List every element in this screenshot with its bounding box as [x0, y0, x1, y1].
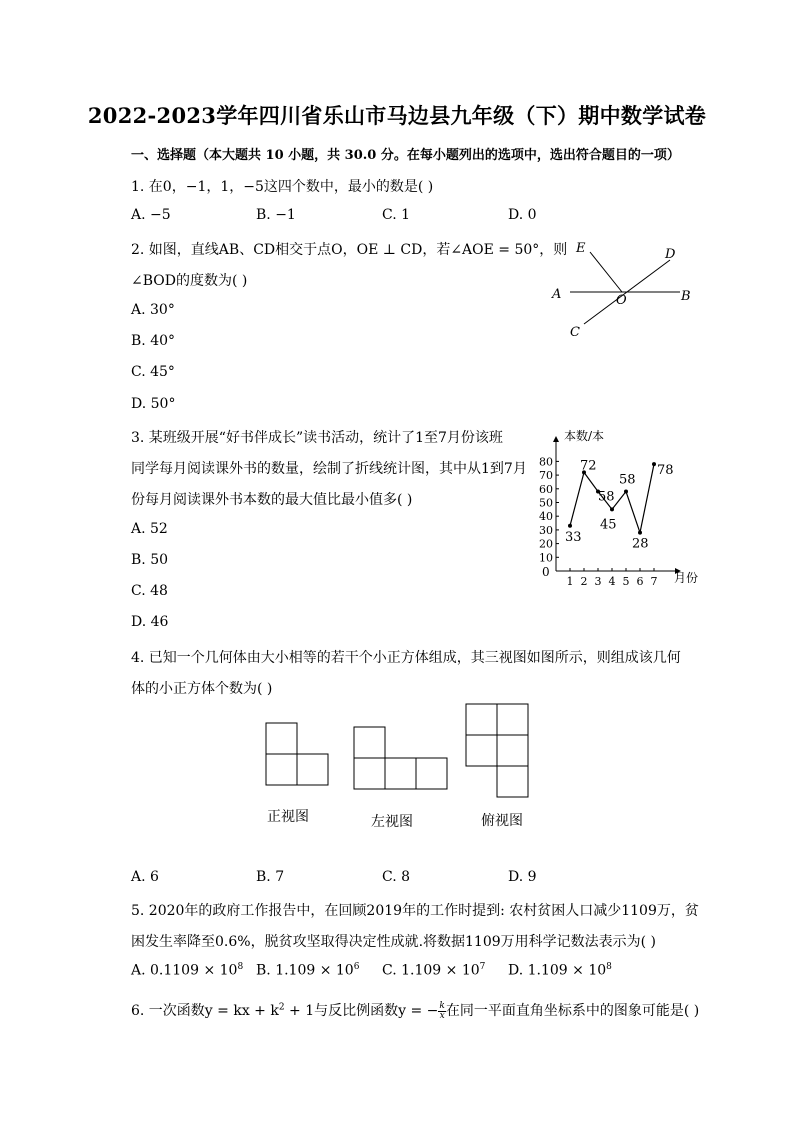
- chart-data-point: [638, 531, 642, 535]
- q4-option-b: B. 7: [256, 869, 285, 885]
- q2-line2: ∠BOD的度数为( ): [131, 273, 248, 289]
- chart-data-point: [652, 462, 656, 466]
- label-a: A: [552, 287, 562, 302]
- q4-three-views: [260, 700, 540, 800]
- page-title: 2022-2023学年四川省乐山市马边县九年级（下）期中数学试卷: [87, 103, 707, 128]
- q6-stem: 6. 一次函数y = kx + $k^2 + 1$与反比例函数y = − $\frac{k}{x}$ 在同一平面直角坐标系中的图象可能是( ): [131, 1000, 700, 1021]
- chart-data-label: 45: [600, 517, 617, 533]
- label-d: D: [665, 247, 676, 262]
- q3-line2: 同学每月阅读课外书的数量，绘制了折线统计图，其中从1到7月: [131, 461, 527, 477]
- label-b: B: [681, 289, 691, 304]
- chart-data-label: 33: [565, 529, 582, 545]
- chart-y-axis-arrow: [553, 436, 559, 442]
- chart-x-tick-label: 4: [608, 575, 616, 588]
- chart-data-label: 28: [632, 536, 649, 552]
- q2-figure: [540, 236, 700, 346]
- q3-line1: 3. 某班级开展“好书伴成长”读书活动，统计了1至7月份该班: [131, 430, 503, 446]
- left-view-label: 左视图: [371, 814, 413, 830]
- q3-option-b: B. 50: [131, 552, 169, 568]
- q4-option-c: C. 8: [382, 869, 411, 885]
- chart-x-axis-label: 月份: [674, 571, 699, 585]
- label-o: O: [616, 293, 627, 308]
- q2-line1: 2. 如图，直线AB、CD相交于点O，OE ⊥ CD，若∠AOE = 50°，则: [131, 242, 568, 258]
- q4-line1: 4. 已知一个几何体由大小相等的若干个小正方体组成，其三视图如图所示，则组成该几何: [131, 650, 681, 666]
- q3-line-chart: [530, 424, 700, 590]
- chart-data-label: 58: [598, 489, 615, 505]
- q5-option-a: A. $0.1109 \times 10^8$: [131, 962, 244, 979]
- q1-option-d: D. 0: [508, 207, 537, 223]
- chart-x-tick-label: 2: [580, 575, 588, 588]
- chart-x-tick-label: 1: [566, 575, 574, 588]
- chart-data-label: 78: [657, 463, 674, 479]
- q2-option-d: D. 50°: [131, 396, 176, 412]
- chart-data-point: [568, 524, 572, 528]
- q3-line3: 份每月阅读课外书本数的最大值比最小值多( ): [131, 492, 413, 508]
- chart-data-point: [624, 490, 628, 494]
- chart-y-tick-label: 40: [539, 510, 553, 524]
- q6-fraction: $\frac{k}{x}$: [439, 1000, 445, 1021]
- q3-option-a: A. 52: [131, 521, 168, 537]
- q4-option-a: A. 6: [131, 869, 159, 885]
- q2-option-c: C. 45°: [131, 364, 175, 380]
- q4-option-d: D. 9: [508, 869, 537, 885]
- top-view: [466, 704, 528, 797]
- chart-y-tick-label: 60: [539, 482, 553, 496]
- chart-y-tick-label: 70: [539, 469, 553, 483]
- chart-data-label: 72: [580, 458, 597, 474]
- front-view: [266, 723, 328, 785]
- section-heading: 一、选择题（本大题共 10 小题，共 30.0 分。在每小题列出的选项中，选出符合题目的一项）: [131, 148, 680, 163]
- chart-y-tick-label: 80: [539, 455, 553, 469]
- q5-option-c: C. $1.109 \times 10^7$: [382, 962, 486, 979]
- q5-line1: 5. 2020年的政府工作报告中，在回顾2019年的工作时提到: 农村贫困人口减少1109万，贫: [131, 903, 699, 919]
- q3-option-d: D. 46: [131, 614, 169, 630]
- q1-option-a: A. −5: [131, 207, 171, 223]
- q1-option-c: C. 1: [382, 207, 411, 223]
- top-view-label: 俯视图: [481, 813, 523, 829]
- q5-option-d: D. $1.109 \times 10^8$: [508, 962, 612, 979]
- q4-line2: 体的小正方体个数为( ): [131, 681, 273, 697]
- label-c: C: [570, 325, 580, 340]
- chart-y-tick-label: 10: [539, 551, 553, 565]
- q5-option-b: B. $1.109 \times 10^6$: [256, 962, 360, 979]
- chart-data-label: 58: [619, 472, 636, 488]
- q2-option-b: B. 40°: [131, 333, 176, 349]
- ray-oe: [590, 252, 622, 292]
- q1-option-b: B. −1: [256, 207, 296, 223]
- chart-x-tick-label: 6: [636, 575, 644, 588]
- q2-option-a: A. 30°: [131, 302, 175, 318]
- q5-line2: 困发生率降至0.6%，脱贫攻坚取得决定性成就.将数据1109万用科学记数法表示为( ): [131, 934, 657, 950]
- chart-x-tick-label: 3: [594, 575, 602, 588]
- left-view: [354, 727, 447, 789]
- front-view-label: 正视图: [267, 809, 309, 825]
- q1-stem: 1. 在0，−1，1，−5这四个数中，最小的数是( ): [131, 179, 434, 195]
- chart-y-tick-label: 20: [539, 537, 553, 551]
- chart-y-axis-label: 本数/本: [564, 429, 605, 443]
- chart-origin-label: 0: [542, 565, 550, 579]
- chart-x-tick-label: 7: [650, 575, 658, 588]
- chart-x-tick-label: 5: [622, 575, 630, 588]
- label-e: E: [576, 241, 586, 256]
- chart-y-tick-label: 50: [539, 496, 553, 510]
- chart-data-point: [610, 507, 614, 511]
- chart-y-tick-label: 30: [539, 523, 553, 537]
- q3-option-c: C. 48: [131, 583, 168, 599]
